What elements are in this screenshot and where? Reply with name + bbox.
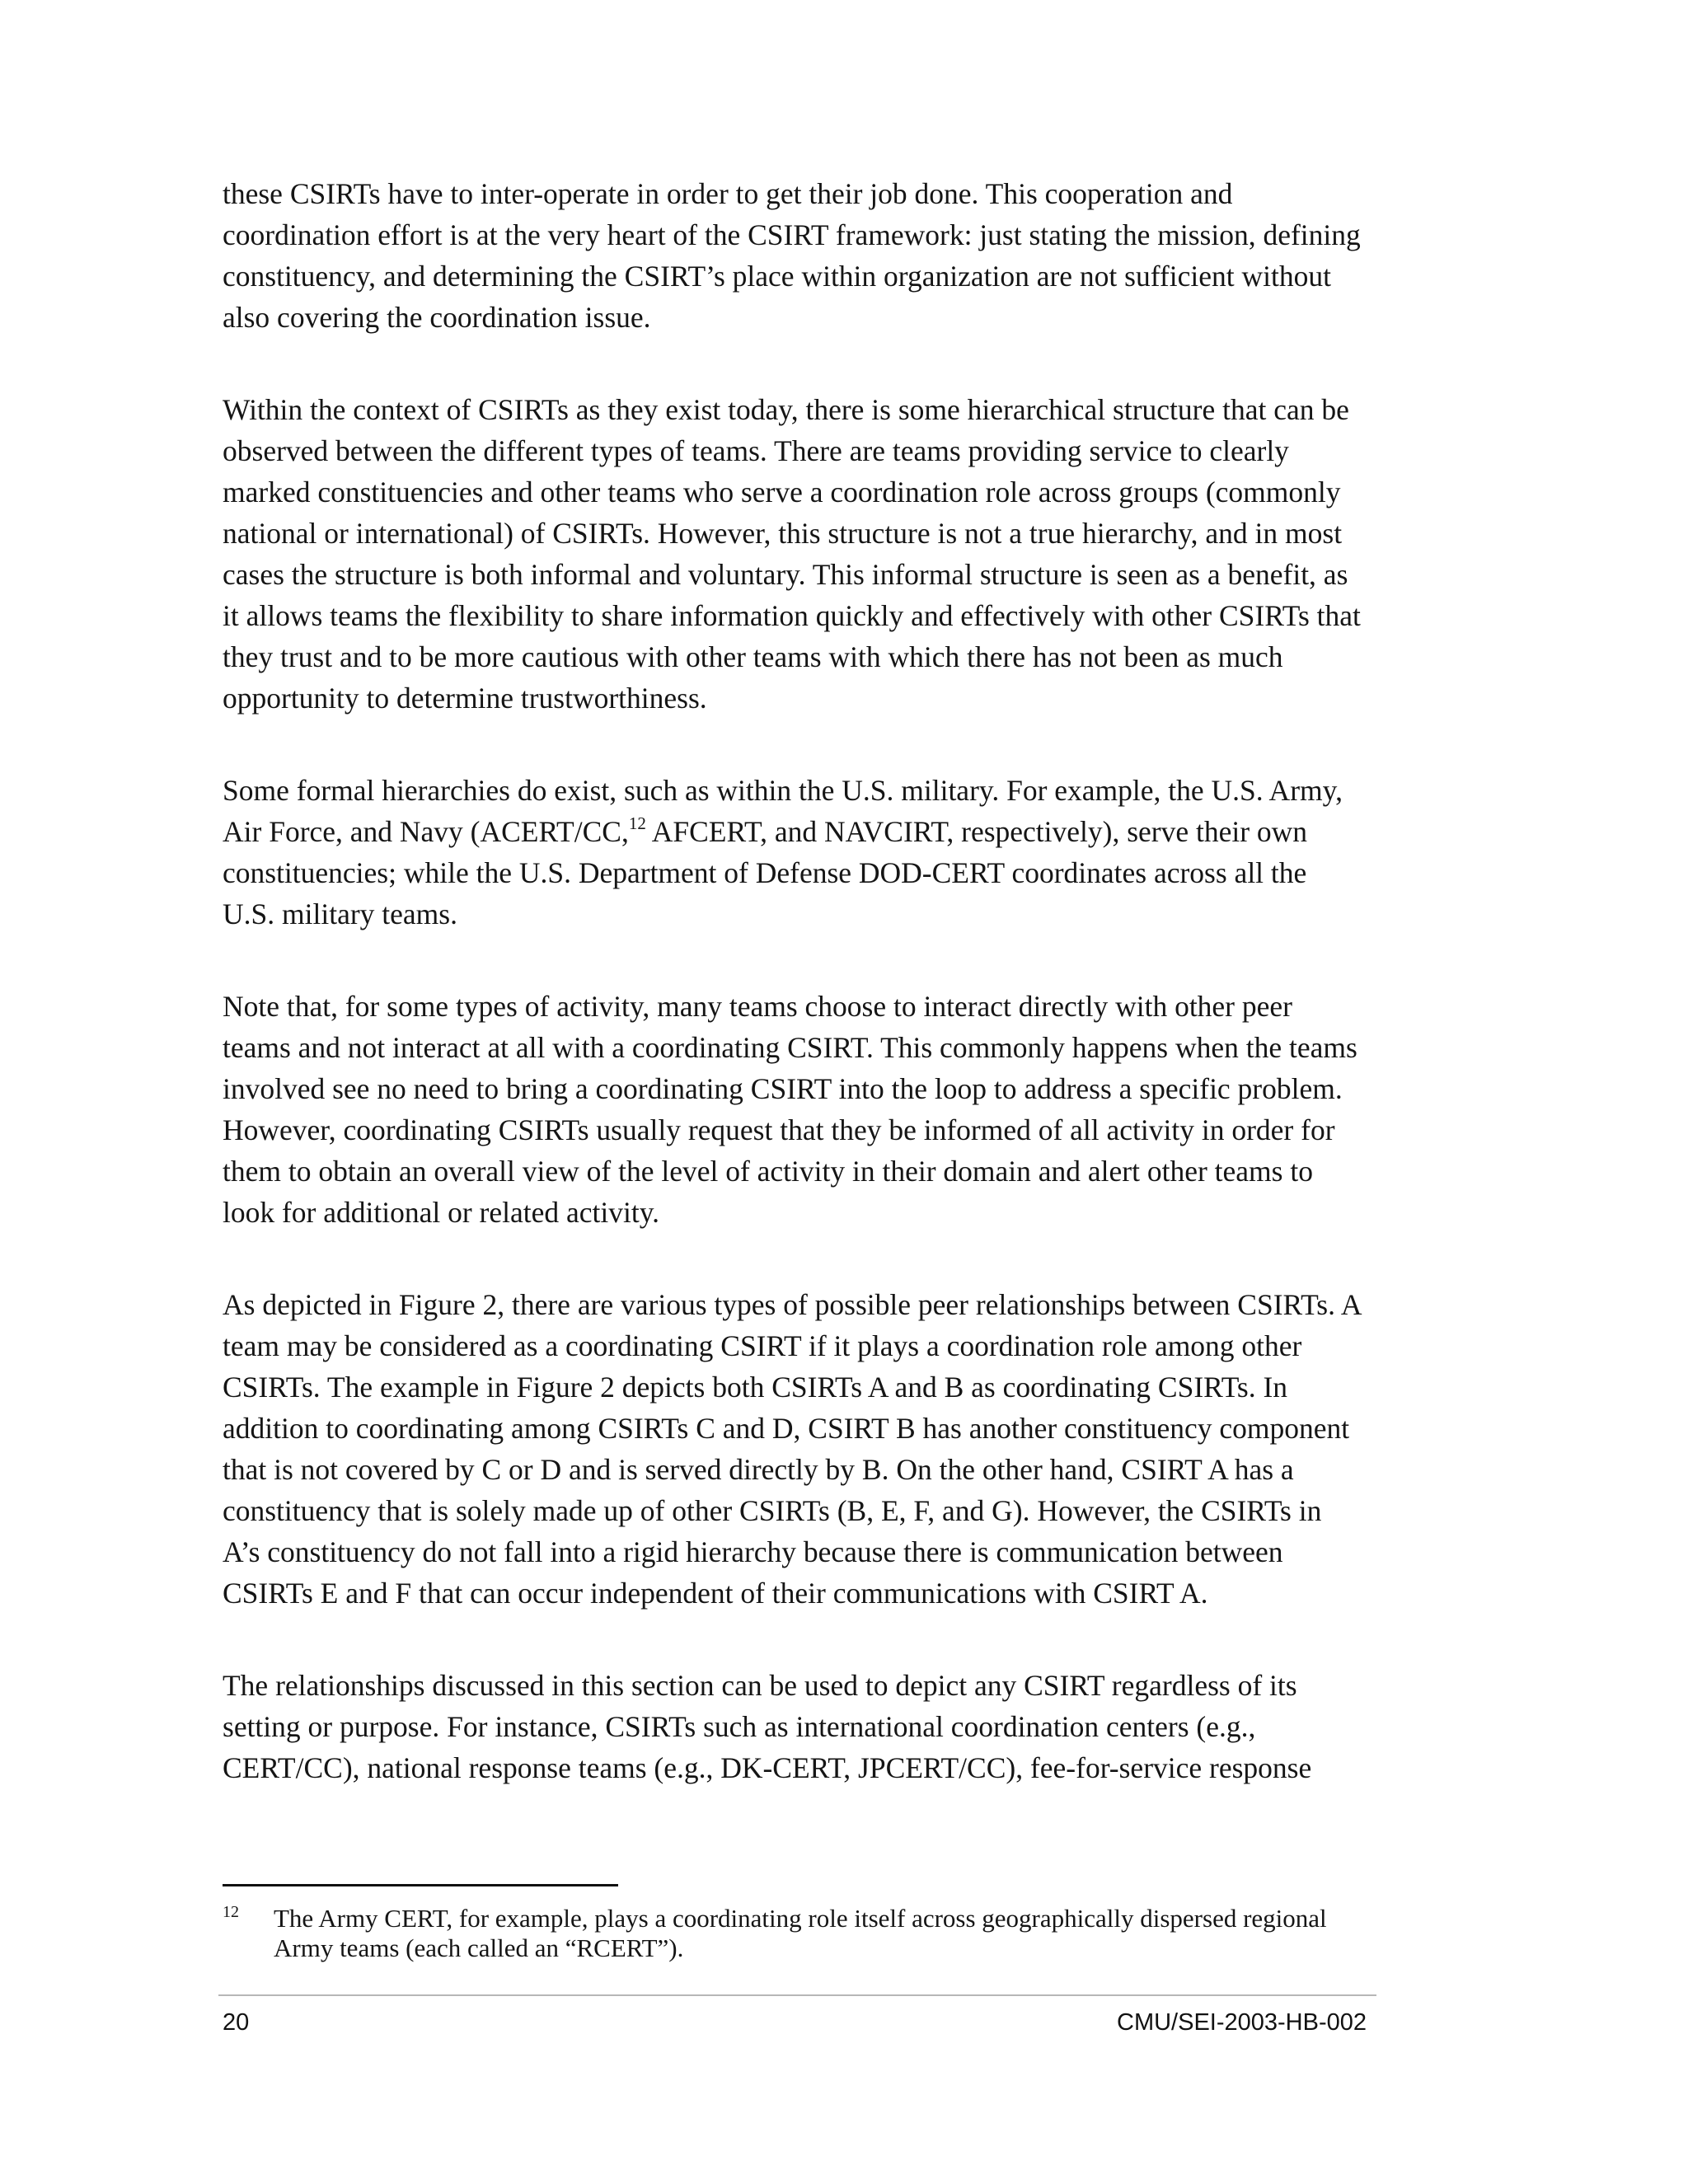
paragraph-coordination-effort: these CSIRTs have to inter-operate in order to get their job done. This cooperation and coordination effort is at the very heart of the CSIRT framework: just stating the mission, defining constituency, and determining the CSIRT’s place within organization are not sufficient without also covering the coordination issue.: [223, 177, 1361, 334]
footnote-separator: [223, 1884, 618, 1886]
paragraph-peer-interaction: Note that, for some types of activity, many teams choose to interact directly with other peer teams and not interact at all with a coordinating CSIRT. This commonly happens when the teams involved see no need to bring a coordinating CSIRT into the loop to address a specific problem. However, coordinating CSIRTs usually request that they be informed of all activity in order for them to obtain an overall view of the level of activity in their domain and alert other teams to look for additional or related activity.: [223, 990, 1357, 1229]
footnote-reference-marker[interactable]: 12: [628, 813, 646, 833]
paragraph-formal-hierarchies: [223, 770, 1364, 935]
footer-divider: [218, 1994, 1376, 1996]
document-id: CMU/SEI-2003-HB-002: [1117, 2009, 1367, 2036]
paragraph-formal-hierarchies-text-start: Some formal hierarchies do exist, such as within the U.S. military. For example, the U.S. Army, Air Force, and Navy (ACERT/CC,: [223, 774, 1343, 848]
footnote-text: The Army CERT, for example, plays a coordinating role itself across geographically dispersed regional Army teams (each called an “RCERT”).: [274, 1904, 1327, 1962]
page-number: 20: [223, 2009, 250, 2036]
footnote-number: 12: [223, 1903, 239, 1921]
body-text: [223, 173, 1364, 1840]
paragraph-figure-2-relationships: As depicted in Figure 2, there are various types of possible peer relationships between CSIRTs. A team may be considered as a coordinating CSIRT if it plays a coordination role among other CSIRTs. The example in Figure 2 depicts both CSIRTs A and B as coordinating CSIRTs. In addition to coordinating among CSIRTs C and D, CSIRT B has another constituency component that is not covered by C or D and is served directly by B. On the other hand, CSIRT A has a constituency that is solely made up of other CSIRTs (B, E, F, and G). However, the CSIRTs in A’s constituency do not fall into a rigid hierarchy because there is communication between CSIRTs E and F that can occur independent of their communications with CSIRT A.: [223, 1288, 1361, 1610]
paragraph-csirt-settings: The relationships discussed in this section can be used to depict any CSIRT regardless of its setting or purpose. For instance, CSIRTs such as international coordination centers (e.g., CERT/CC), national response teams (e.g., DK-CERT, JPCERT/CC), fee-for-service response: [223, 1669, 1312, 1784]
paragraph-hierarchical-structure: Within the context of CSIRTs as they exist today, there is some hierarchical structure that can be observed between the different types of teams. There are teams providing service to clearly marked constituencies and other teams who serve a coordination role across groups (commonly national or international) of CSIRTs. However, this structure is not a true hierarchy, and in most cases the structure is both informal and voluntary. This informal structure is seen as a benefit, as it allows teams the flexibility to share information quickly and effectively with other CSIRTs that they trust and to be more cautious with other teams with which there has not been as much opportunity to determine trustworthiness.: [223, 393, 1361, 715]
footnote: [223, 1904, 1364, 1963]
paragraph-formal-hierarchies-text-end: AFCERT, and NAVCIRT, respectively), serve their own constituencies; while the U.S. Department of Defense DOD-CERT coordinates across all the U.S. military teams.: [223, 815, 1308, 930]
